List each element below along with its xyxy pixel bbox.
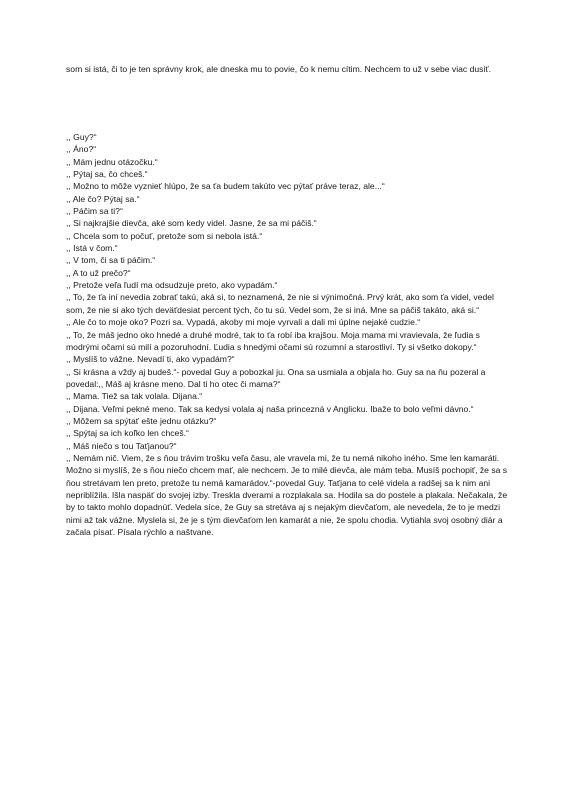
dialogue-line: ,, Páčim sa ti?“ (66, 206, 123, 217)
dialogue-line: ,, Mama. Tiež sa tak volala. Dijana.“ (66, 391, 203, 402)
dialogue-line: ,, Istá v čom.“ (66, 243, 118, 254)
dialogue-line: ,, Dijana. Veľmi pekné meno. Tak sa kedysi volala aj naša princezná v Anglicku. Ibaže to bolo veľmi dávno.“ (66, 403, 474, 414)
dialogue-line: ,, Môžem sa spýtať ešte jednu otázku?“ (66, 415, 217, 426)
dialogue-line: ,, Ale čo to moje oko? Pozri sa. Vypadá, akoby mi moje vyrvali a dali mi úplne nejaké cudzie.“ (66, 317, 421, 328)
dialogue-line: ,, Mám jednu otázočku.“ (66, 156, 158, 167)
dialogue-line: ,, To, že máš jedno oko hnedé a druhé modré, tak to ťa robí iba krajšou. Moja mama mi vravievala, že ľudia s modrými očami sú milí a pozoruhodní. Ľudia s hnedými očami sú rozumní a starostliví. Ty si všetko dokopy.“ (66, 329, 480, 352)
dialogue-line: ,, To, že ťa iní nevedia zobrať takú, aká si, to neznamená, že nie si výnimočná. Prvý krát, ako som ťa videl, vedel som, že nie si ako tých deväťdesiat percent tých, čo tu sú. Vedel som, že si iná. Mne sa páčiš takáto, aká si.“ (66, 292, 494, 315)
narrative-paragraph: ,, Nemám nič. Viem, že s ňou trávim trošku veľa času, ale vravela mi, že tu nemá nikoho iného. Sme len kamaráti. Možno si myslíš, že s ňou niečo chcem mať, ale nechcem. Je to milé dievča, ale mám teba. Musíš pochopiť, že sa s ňou stretávam len preto, pretože tu nemá kamarádov.“-povedal Guy. Taťjana to celé videla a radšej sa k nim ani nepriblížila. Išla naspäť do svojej izby. Treskla dverami a rozplakala sa. Hodila sa do postele a plakala. Nečakala, že by to takto mohlo dopadnúť. Vedela síce, že Guy sa stretáva aj s nejakým dievčaťom, ale nevedela, že to je medzi nimi až tak vážne. Myslela si, že je s tým dievčaťom len kamarát a nie, že spolu chodia. Vytiahla svoj osobný diár a začala písať. Písala rýchlo a naštvane. (66, 452, 508, 537)
dialogue-line: ,, Si krásna a vždy aj budeš.“- povedal Guy a pobozkal ju. Ona sa usmiala a objala ho. Guy sa na ňu pozeral a povedal:,, Máš aj krásne meno. Dal ti ho otec či mama?“ (66, 366, 486, 389)
dialogue-line: ,, Ale čo? Pýtaj sa.“ (66, 193, 140, 204)
dialogue-line: ,, A to už prečo?“ (66, 267, 131, 278)
dialogue-line: ,, Si najkrajšie dievča, aké som kedy videl. Jasne, že sa mi páčiš.“ (66, 218, 317, 229)
dialogue-line: ,, Máš niečo s tou Taťjanou?“ (66, 440, 177, 451)
dialogue-line: ,, Pýtaj sa, čo chceš.“ (66, 169, 148, 180)
dialogue-line: ,, Možno to môže vyznieť hlúpo, že sa ťa budem takúto vec pýtať práve teraz, ale...“ (66, 181, 385, 192)
dialogue-line: ,, Pretože veľa ľudí ma odsudzuje preto, ako vypadám.“ (66, 280, 278, 291)
dialogue-line: ,, Áno?“ (66, 144, 97, 155)
dialogue-line: ,, Spýtaj sa ich koľko len chceš.“ (66, 428, 189, 439)
dialogue-line: ,, Guy?“ (66, 132, 97, 142)
dialogue-line: ,, V tom, či sa ti páčim.“ (66, 255, 156, 266)
dialogue-block (66, 131, 511, 538)
dialogue-line: ,, Myslíš to vážne. Nevadí ti, ako vypadám?“ (66, 354, 235, 365)
dialogue-line: ,, Chcela som to počuť, pretože som si nebola istá.“ (66, 230, 263, 241)
intro-paragraph: som si istá, či to je ten správny krok, ale dneska mu to povie, čo k nemu cítim. Nechcem to už v sebe viac dusiť. (66, 64, 491, 74)
